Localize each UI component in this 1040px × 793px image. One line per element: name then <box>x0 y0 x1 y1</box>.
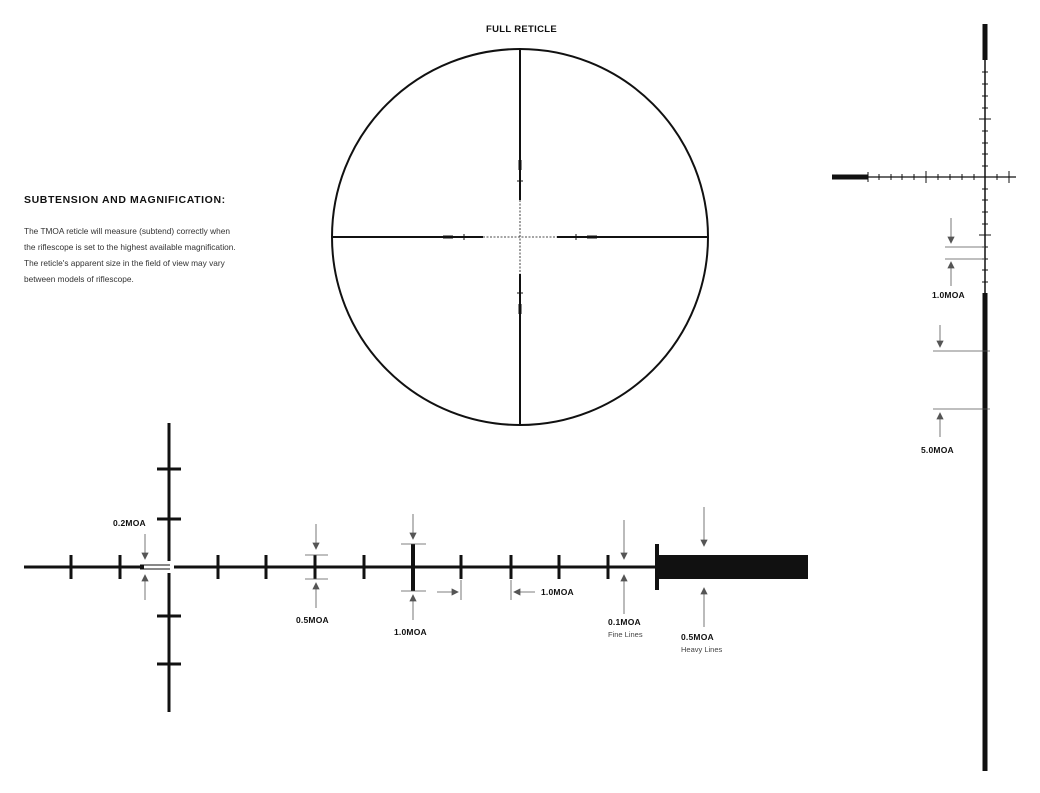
heavy-bar <box>657 555 808 579</box>
label-1-0-moa-center: 1.0MOA <box>394 627 427 637</box>
label-0-5-moa-heavy: 0.5MOA <box>681 632 714 642</box>
description-text: The TMOA reticle will measure (subtend) correctly when the riflescope is set to the highest available magnification. The reticle's apparent size in the field of view may vary between models of riflescope. <box>24 226 236 284</box>
full-reticle <box>332 49 708 425</box>
label-right-5-0-moa: 5.0MOA <box>921 445 954 455</box>
right-measure-guides <box>933 247 990 409</box>
section-heading: SUBTENSION AND MAGNIFICATION: <box>24 194 226 206</box>
detail-right <box>832 24 1016 771</box>
label-right-1-0-moa: 1.0MOA <box>932 290 965 300</box>
label-0-1-moa: 0.1MOA <box>608 617 641 627</box>
label-fine-lines: Fine Lines <box>608 630 643 639</box>
detail-horizontal <box>24 423 808 712</box>
label-heavy-lines: Heavy Lines <box>681 645 723 654</box>
label-1-0-moa-arrow: 1.0MOA <box>541 587 574 597</box>
right-measure-arrows <box>937 218 954 437</box>
diagram-title: FULL RETICLE <box>486 24 557 35</box>
label-0-5-moa: 0.5MOA <box>296 615 329 625</box>
label-0-2-moa: 0.2MOA <box>113 518 146 528</box>
measure-guides <box>305 544 511 600</box>
detail-h-fine-gap <box>140 565 170 569</box>
